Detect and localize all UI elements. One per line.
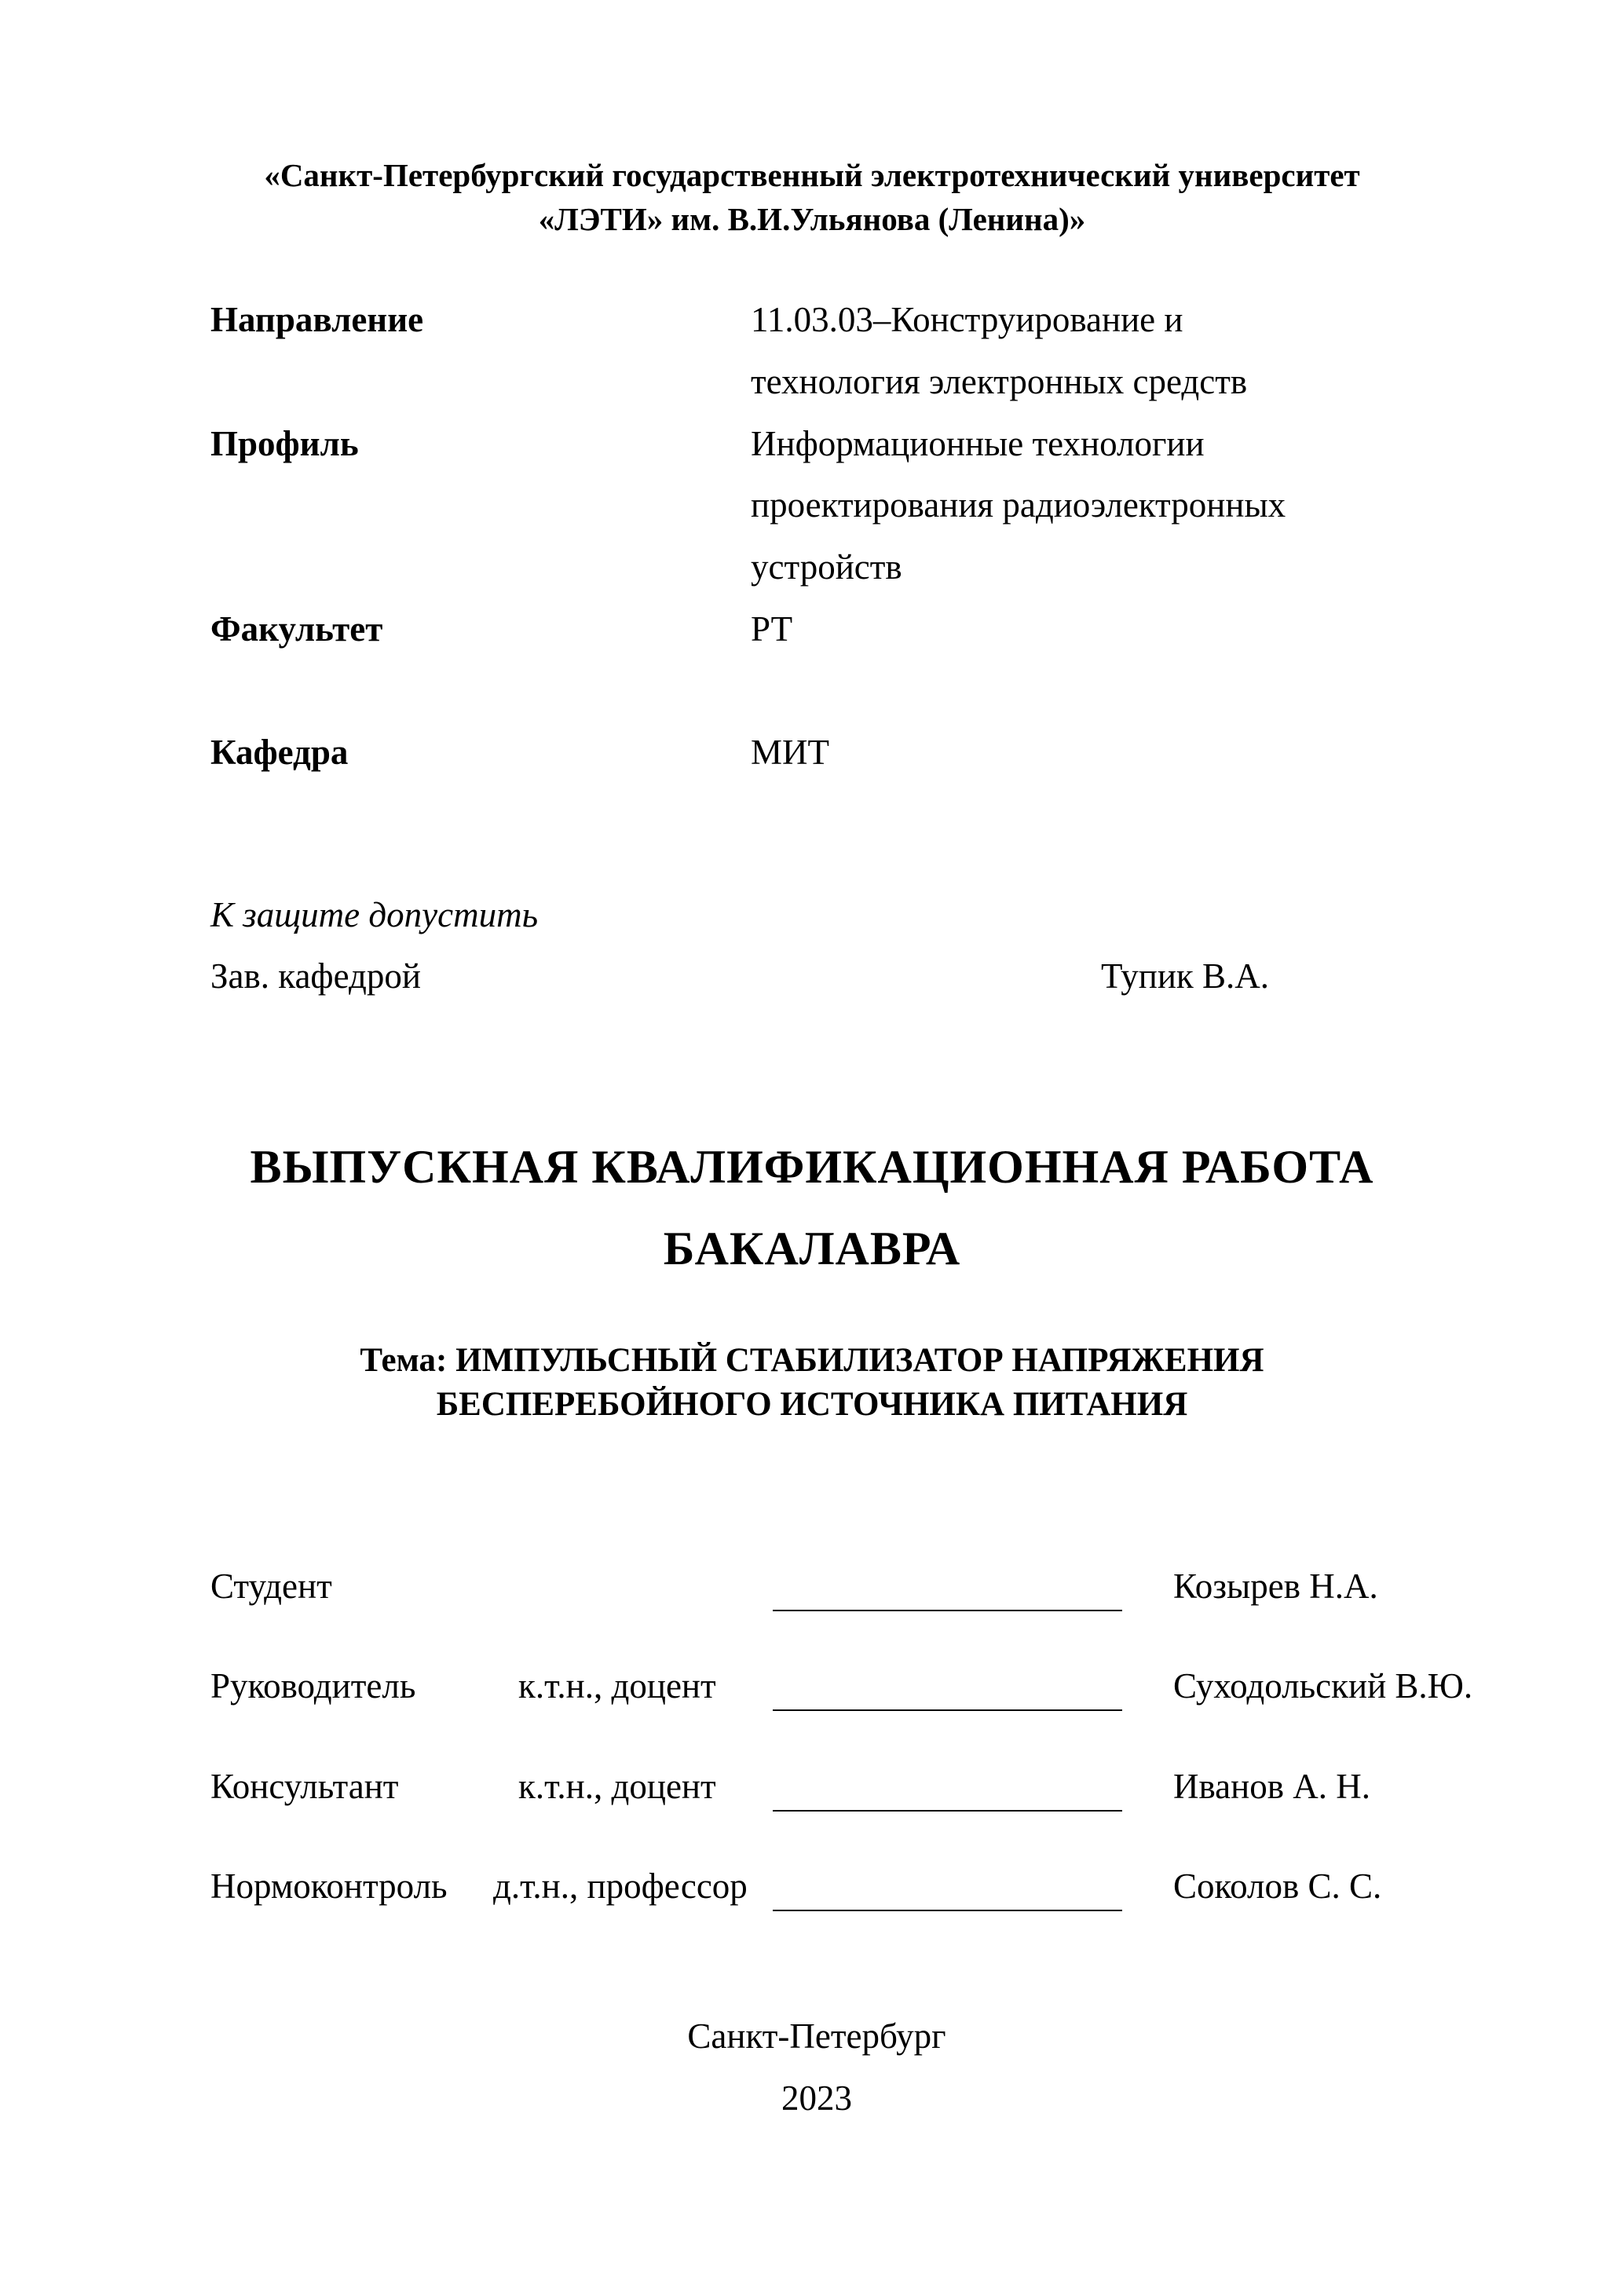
signature-line — [773, 1709, 1122, 1711]
signature-name: Козырев Н.А. — [1173, 1567, 1378, 1606]
signature-degree: к.т.н., доцент — [518, 1767, 716, 1806]
signature-degree: д.т.н., профессор — [493, 1866, 748, 1906]
profile-value-line2: проектирования радиоэлектронных — [751, 485, 1286, 525]
signature-name: Соколов С. С. — [1173, 1866, 1382, 1906]
signature-role: Нормоконтроль — [210, 1866, 448, 1906]
signature-line — [773, 1810, 1122, 1812]
direction-value-line1: 11.03.03–Конструирование и — [751, 300, 1183, 339]
thesis-title-line1: ВЫПУСКНАЯ КВАЛИФИКАЦИОННАЯ РАБОТА — [250, 1141, 1374, 1193]
approval-caption: К защите допустить — [210, 895, 539, 934]
signature-role: Руководитель — [210, 1666, 416, 1706]
footer-year: 2023 — [781, 2078, 852, 2118]
signature-name: Суходольский В.Ю. — [1173, 1666, 1473, 1706]
direction-value-line2: технология электронных средств — [751, 362, 1248, 401]
signature-role: Студент — [210, 1567, 332, 1606]
topic-line1: Тема: ИМПУЛЬСНЫЙ СТАБИЛИЗАТОР НАПРЯЖЕНИЯ — [360, 1342, 1264, 1379]
direction-label: Направление — [210, 300, 424, 339]
signature-line — [773, 1610, 1122, 1611]
university-name-line1: «Санкт-Петербургский государственный электротехнический университет — [264, 157, 1360, 193]
university-name-line2: «ЛЭТИ» им. В.И.Ульянова (Ленина)» — [538, 201, 1086, 237]
profile-value-line1: Информационные технологии — [751, 424, 1205, 463]
faculty-value: РТ — [751, 609, 793, 649]
footer-city: Санкт-Петербург — [687, 2016, 946, 2056]
department-value: МИТ — [751, 733, 829, 772]
department-label: Кафедра — [210, 733, 349, 772]
signature-role: Консультант — [210, 1767, 399, 1806]
faculty-label: Факультет — [210, 609, 383, 649]
approval-name: Тупик В.А. — [1101, 956, 1270, 996]
approval-role: Зав. кафедрой — [210, 956, 421, 996]
topic-line2: БЕСПЕРЕБОЙНОГО ИСТОЧНИКА ПИТАНИЯ — [436, 1386, 1188, 1423]
thesis-title-line2: БАКАЛАВРА — [663, 1223, 961, 1274]
signature-line — [773, 1910, 1122, 1911]
profile-label: Профиль — [210, 424, 359, 463]
signature-degree: к.т.н., доцент — [518, 1666, 716, 1706]
signature-name: Иванов А. Н. — [1173, 1767, 1370, 1806]
profile-value-line3: устройств — [751, 547, 902, 587]
